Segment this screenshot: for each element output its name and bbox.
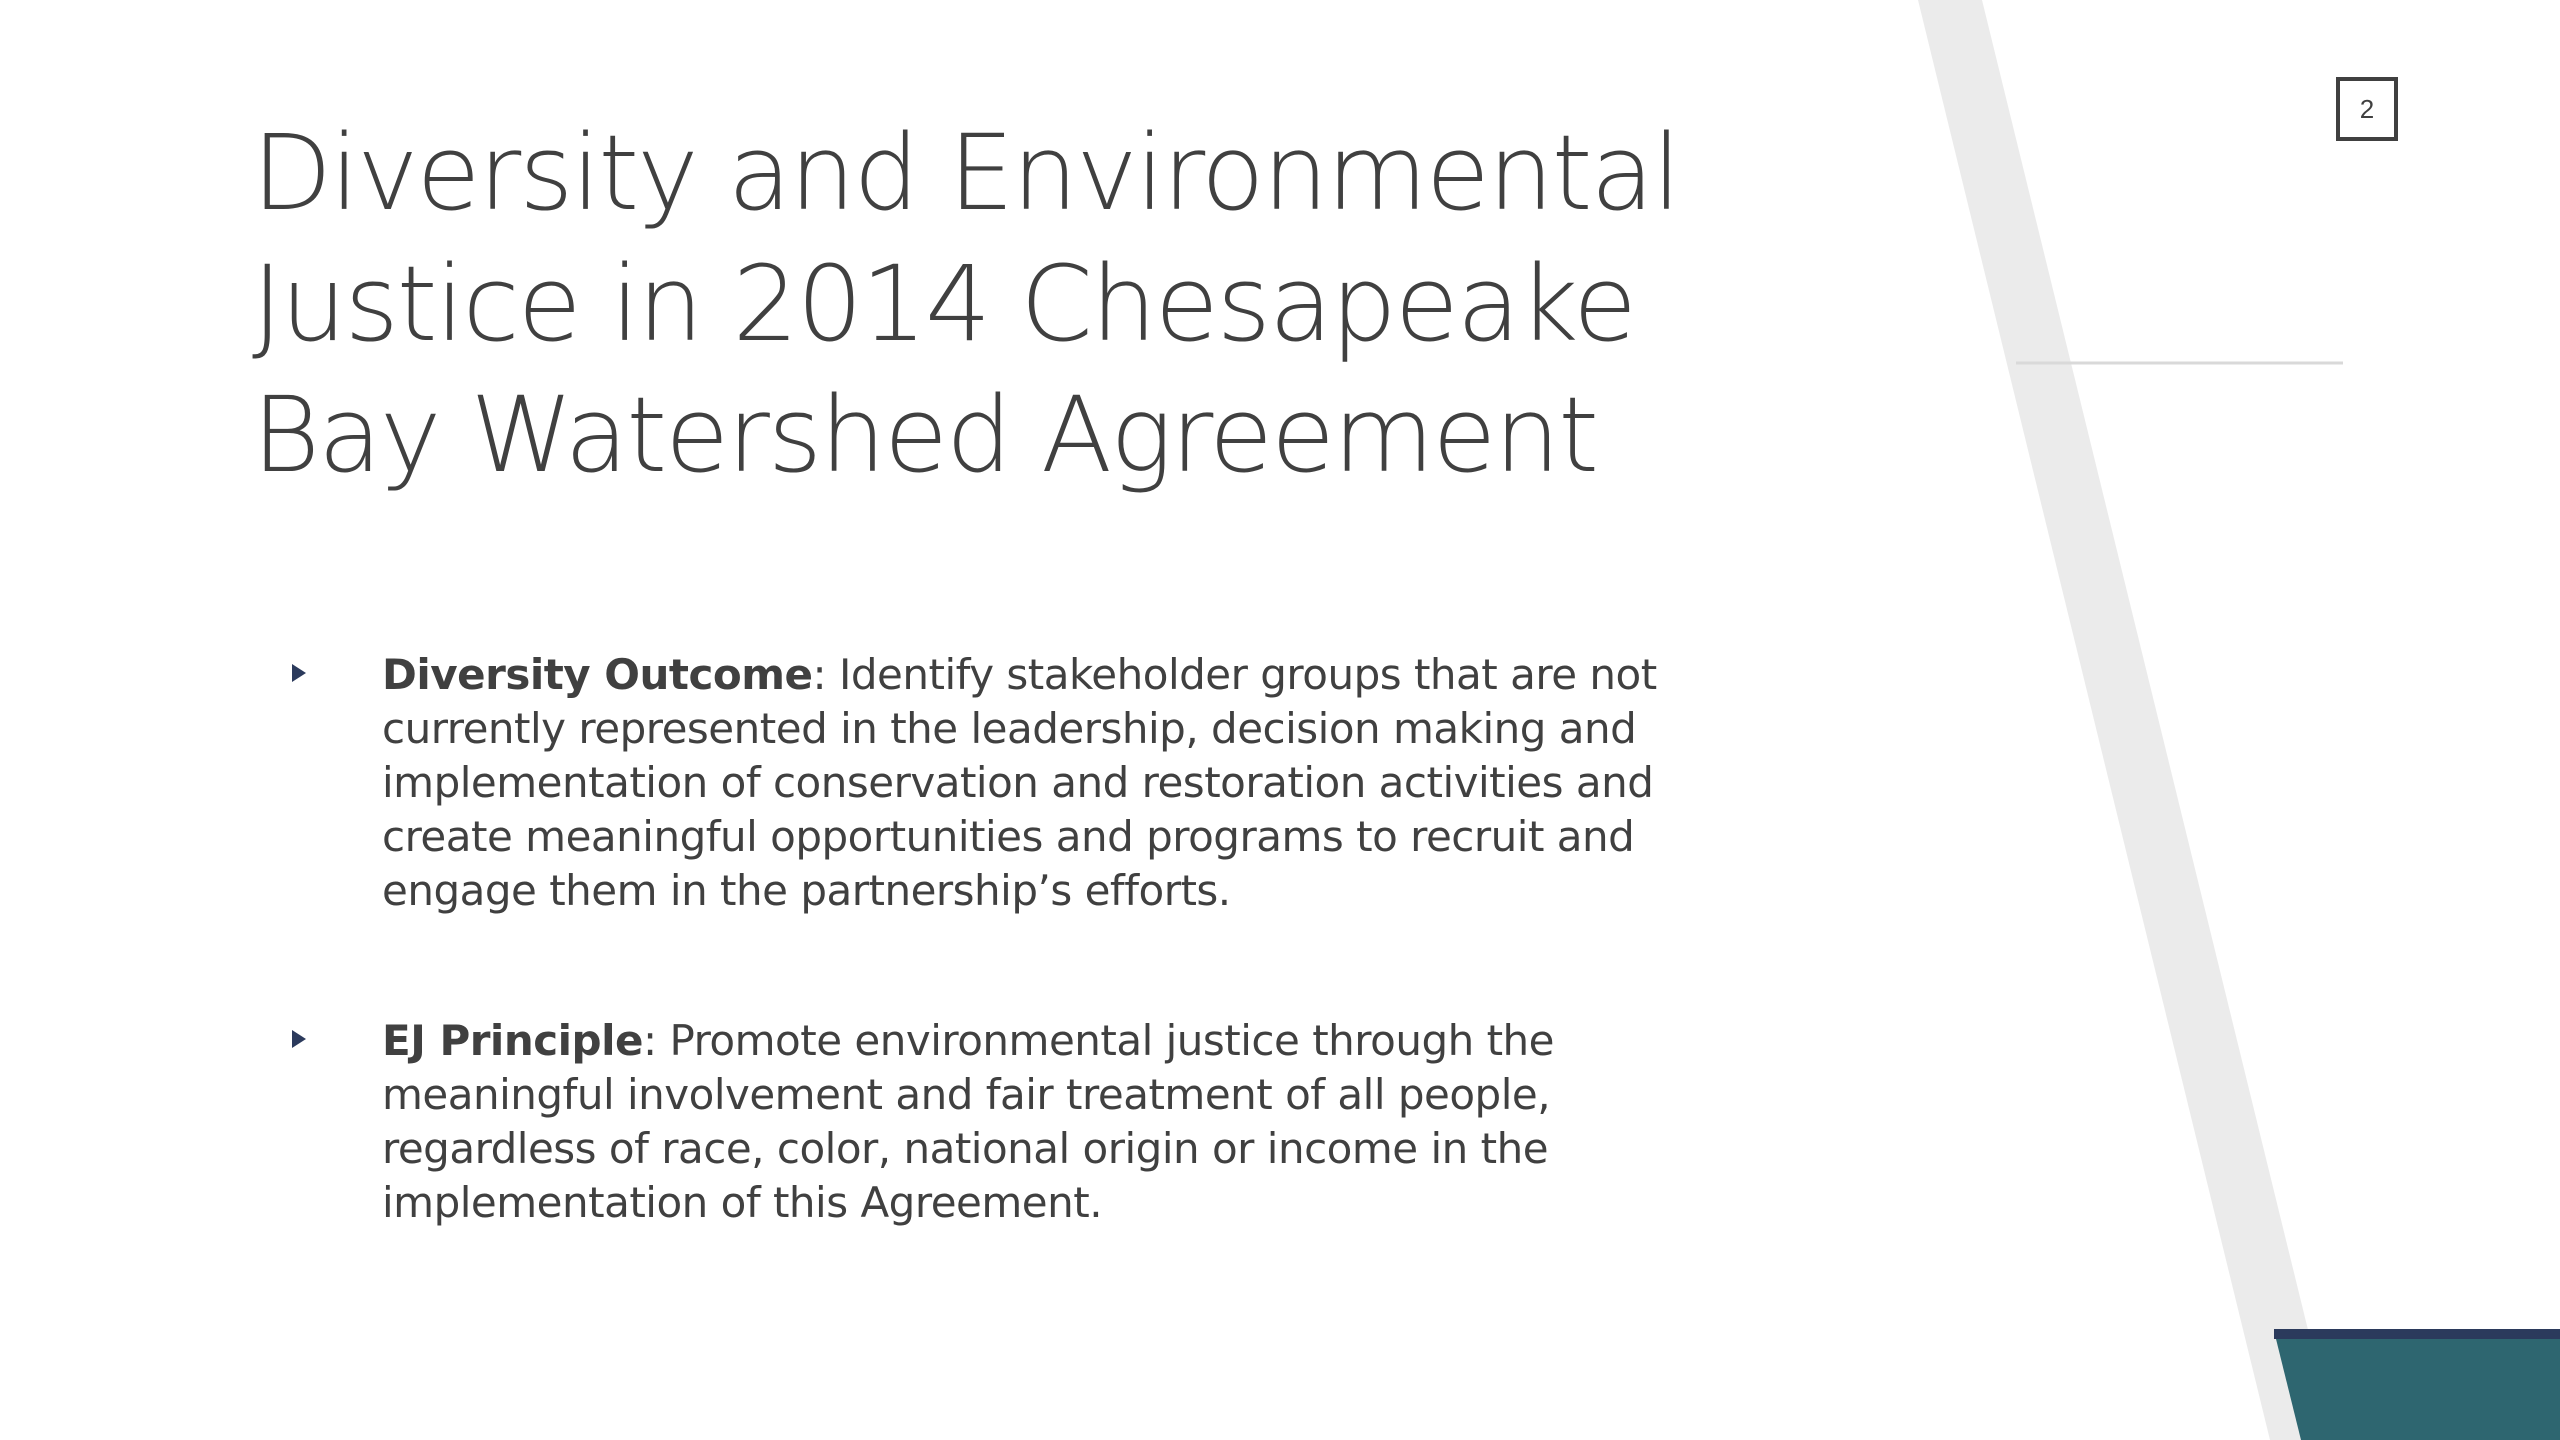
- bullet-text: : Promote environmental justice through the meaningful involvement and fair treatment of all people, regardless of race, color, national origin or income in the implementation of this Agreement.: [382, 1016, 1555, 1227]
- corner-teal-block: [2276, 1339, 2560, 1440]
- bullet-text: : Identify stakeholder groups that are not currently represented in the leadership, decision making and implementation of conservation and restoration activities and create meaningful opportunities and programs to recruit and engage them in the partnership’s efforts.: [382, 650, 1657, 915]
- bullet-diversity-outcome: [290, 648, 1690, 918]
- diagonal-stripe: [1918, 0, 2335, 1440]
- slide-title: Diversity and Environmental Justice in 2014 Chesapeake Bay Watershed Agreement: [252, 112, 1680, 496]
- bullet-term: EJ Principle: [382, 1016, 643, 1065]
- bullet-list: [290, 648, 1690, 1326]
- bullet-ej-principle: [290, 1014, 1690, 1230]
- corner-navy-band: [2274, 1329, 2560, 1339]
- page-number: 2: [2359, 93, 2375, 124]
- page-number-badge: [2336, 77, 2398, 141]
- triangle-bullet-icon: [292, 1030, 306, 1048]
- triangle-bullet-icon: [292, 664, 306, 682]
- bullet-term: Diversity Outcome: [382, 650, 813, 699]
